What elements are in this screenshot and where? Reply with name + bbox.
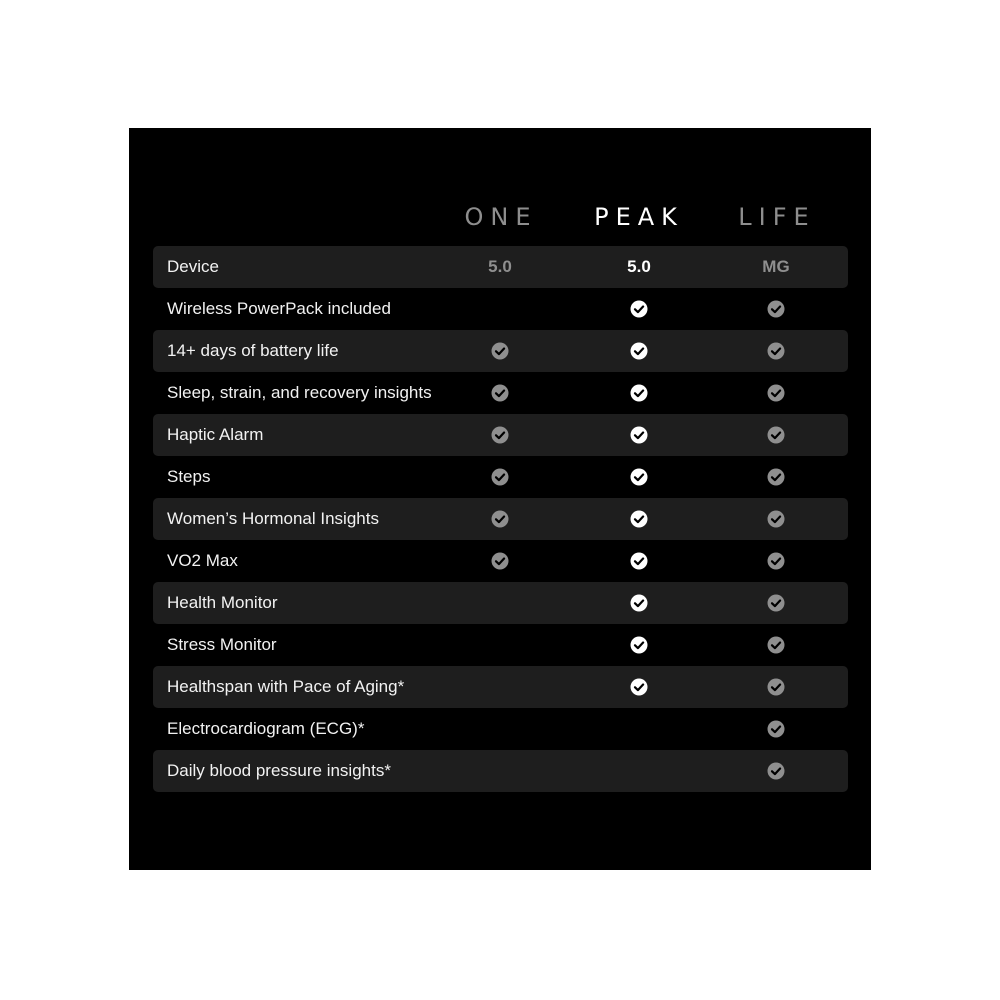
cell-life — [746, 498, 806, 540]
table-row — [153, 372, 848, 414]
comparison-panel — [129, 128, 871, 870]
check-icon — [767, 678, 785, 696]
table-row — [153, 246, 848, 288]
cell-life — [746, 288, 806, 330]
cell-life — [746, 750, 806, 792]
check-icon — [491, 510, 509, 528]
cell-life — [746, 372, 806, 414]
check-icon — [491, 342, 509, 360]
cell-peak — [609, 414, 669, 456]
check-icon — [767, 468, 785, 486]
table-row — [153, 540, 848, 582]
table-row — [153, 498, 848, 540]
feature-label: Wireless PowerPack included — [167, 299, 391, 318]
check-icon — [630, 594, 648, 612]
table-row — [153, 414, 848, 456]
cell-life — [746, 582, 806, 624]
cell-peak — [609, 246, 669, 288]
table-row — [153, 750, 848, 792]
cell-peak — [609, 624, 669, 666]
feature-label: Stress Monitor — [167, 635, 277, 654]
check-icon — [630, 678, 648, 696]
cell-peak — [609, 498, 669, 540]
cell-peak — [609, 330, 669, 372]
feature-label: Steps — [167, 467, 211, 486]
cell-one — [470, 708, 530, 750]
table-row — [153, 456, 848, 498]
cell-one — [470, 582, 530, 624]
cell-one — [470, 330, 530, 372]
table-row — [153, 624, 848, 666]
cell-peak — [609, 540, 669, 582]
table-row — [153, 288, 848, 330]
cell-life — [746, 666, 806, 708]
cell-peak — [609, 288, 669, 330]
cell-peak — [609, 582, 669, 624]
check-icon — [630, 510, 648, 528]
check-icon — [767, 552, 785, 570]
check-icon — [767, 762, 785, 780]
check-icon — [491, 384, 509, 402]
plan-peak-name: PEAK — [594, 203, 684, 231]
check-icon — [767, 510, 785, 528]
cell-one — [470, 288, 530, 330]
device-version: 5.0 — [627, 257, 651, 276]
feature-label: Women’s Hormonal Insights — [167, 509, 379, 528]
feature-label: VO2 Max — [167, 551, 238, 570]
device-version: 5.0 — [488, 257, 512, 276]
cell-one — [470, 246, 530, 288]
cell-life — [746, 246, 806, 288]
check-icon — [767, 720, 785, 738]
check-icon — [630, 426, 648, 444]
cell-life — [746, 540, 806, 582]
check-icon — [630, 552, 648, 570]
check-icon — [630, 342, 648, 360]
feature-table — [153, 246, 848, 792]
feature-label: Device — [167, 257, 219, 276]
plan-header — [129, 200, 871, 234]
check-icon — [767, 426, 785, 444]
feature-label: Health Monitor — [167, 593, 278, 612]
cell-peak — [609, 372, 669, 414]
cell-life — [746, 624, 806, 666]
plan-life-name: LIFE — [738, 203, 816, 231]
cell-peak — [609, 750, 669, 792]
cell-one — [470, 372, 530, 414]
plan-one-name: ONE — [464, 203, 538, 231]
check-icon — [767, 594, 785, 612]
cell-life — [746, 330, 806, 372]
feature-label: 14+ days of battery life — [167, 341, 339, 360]
feature-label: Daily blood pressure insights* — [167, 761, 391, 780]
table-row — [153, 330, 848, 372]
cell-one — [470, 456, 530, 498]
check-icon — [767, 300, 785, 318]
check-icon — [767, 342, 785, 360]
feature-label: Sleep, strain, and recovery insights — [167, 383, 432, 402]
cell-one — [470, 624, 530, 666]
check-icon — [767, 384, 785, 402]
cell-one — [470, 750, 530, 792]
feature-label: Electrocardiogram (ECG)* — [167, 719, 365, 738]
cell-life — [746, 414, 806, 456]
table-row — [153, 582, 848, 624]
cell-one — [470, 414, 530, 456]
check-icon — [630, 384, 648, 402]
check-icon — [767, 636, 785, 654]
cell-life — [746, 456, 806, 498]
table-row — [153, 666, 848, 708]
cell-one — [470, 666, 530, 708]
cell-peak — [609, 708, 669, 750]
feature-label: Haptic Alarm — [167, 425, 264, 444]
check-icon — [630, 300, 648, 318]
cell-one — [470, 498, 530, 540]
check-icon — [491, 552, 509, 570]
cell-one — [470, 540, 530, 582]
table-row — [153, 708, 848, 750]
cell-peak — [609, 666, 669, 708]
check-icon — [630, 468, 648, 486]
device-version: MG — [762, 257, 790, 276]
feature-label: Healthspan with Pace of Aging* — [167, 677, 405, 696]
check-icon — [491, 426, 509, 444]
check-icon — [491, 468, 509, 486]
cell-life — [746, 708, 806, 750]
cell-peak — [609, 456, 669, 498]
check-icon — [630, 636, 648, 654]
